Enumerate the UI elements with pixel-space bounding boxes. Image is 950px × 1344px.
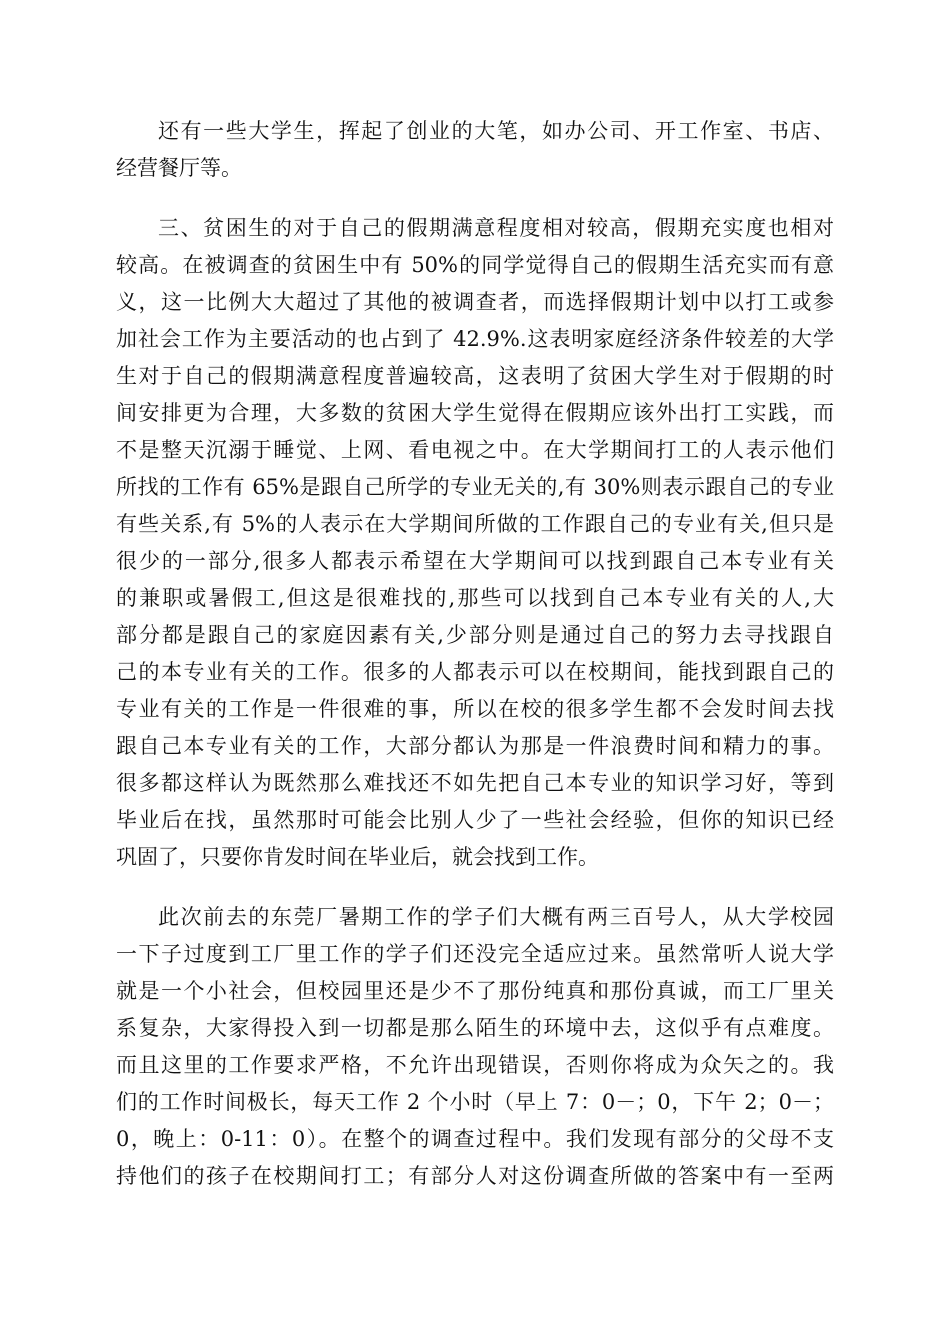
- text-line: 系复杂，大家得投入到一切都是那么陌生的环境中去，这似乎有点难度。: [116, 1016, 834, 1040]
- text-line: 就是一个小社会，但校园里还是少不了那份纯真和那份真诚，而工厂里关: [116, 979, 834, 1003]
- text-line: 0，晚上：0-11：0）。在整个的调查过程中。我们发现有部分的父母不支: [116, 1127, 834, 1151]
- text-line: 部分都是跟自己的家庭因素有关,少部分则是通过自己的努力去寻找跟自: [116, 623, 834, 647]
- text-line: 专业有关的工作是一件很难的事，所以在校的很多学生都不会发时间去找: [116, 697, 834, 721]
- paragraph-spacer: [116, 187, 834, 210]
- text-line: 生对于自己的假期满意程度普遍较高，这表明了贫困大学生对于假期的时: [116, 364, 834, 388]
- text-line: 有些关系,有 5%的人表示在大学期间所做的工作跟自己的专业有关,但只是: [116, 512, 834, 536]
- paragraph-poor-students: [116, 210, 834, 876]
- text-line: 三、贫困生的对于自己的假期满意程度相对较高，假期充实度也相对: [158, 216, 834, 240]
- document-body: [116, 113, 834, 1195]
- text-line: 义，这一比例大大超过了其他的被调查者，而选择假期计划中以打工或参: [116, 290, 834, 314]
- text-line: 很少的一部分,很多人都表示希望在大学期间可以找到跟自己本专业有关: [116, 549, 834, 573]
- paragraph-spacer: [116, 876, 834, 899]
- text-line: 不是整天沉溺于睡觉、上网、看电视之中。在大学期间打工的人表示他们: [116, 438, 834, 462]
- text-line: 持他们的孩子在校期间打工；有部分人对这份调查所做的答案中有一至两: [116, 1164, 834, 1188]
- text-line: 此次前去的东莞厂暑期工作的学子们大概有两三百号人，从大学校园: [158, 905, 834, 929]
- text-line: 加社会工作为主要活动的也占到了 42.9%.这表明家庭经济条件较差的大学: [116, 327, 834, 351]
- text-line: 很多都这样认为既然那么难找还不如先把自己本专业的知识学习好，等到: [116, 771, 834, 795]
- text-line: 经营餐厅等。: [116, 156, 242, 180]
- paragraph-dongguan-work: [116, 899, 834, 1195]
- text-line: 还有一些大学生，挥起了创业的大笔，如办公司、开工作室、书店、: [158, 119, 834, 143]
- text-line: 较高。在被调查的贫困生中有 50%的同学觉得自己的假期生活充实而有意: [116, 253, 834, 277]
- text-line: 而且这里的工作要求严格，不允许出现错误，否则你将成为众矢之的。我: [116, 1053, 834, 1077]
- text-line: 毕业后在找，虽然那时可能会比别人少了一些社会经验，但你的知识已经: [116, 808, 834, 832]
- text-line: 的兼职或暑假工,但这是很难找的,那些可以找到自己本专业有关的人,大: [116, 586, 834, 610]
- text-line: 们的工作时间极长，每天工作 2 个小时（早上 7：0－；0，下午 2；0－；: [116, 1090, 834, 1114]
- text-line: 跟自己本专业有关的工作，大部分都认为那是一件浪费时间和精力的事。: [116, 734, 834, 758]
- text-line: 所找的工作有 65%是跟自己所学的专业无关的,有 30%则表示跟自己的专业: [116, 475, 834, 499]
- text-line: 己的本专业有关的工作。很多的人都表示可以在校期间，能找到跟自己的: [116, 660, 834, 684]
- text-line: 一下子过度到工厂里工作的学子们还没完全适应过来。虽然常听人说大学: [116, 942, 834, 966]
- text-line: 巩固了，只要你肯发时间在毕业后，就会找到工作。: [116, 845, 599, 869]
- text-line: 间安排更为合理，大多数的贫困大学生觉得在假期应该外出打工实践，而: [116, 401, 834, 425]
- paragraph-entrepreneurship: [116, 113, 834, 187]
